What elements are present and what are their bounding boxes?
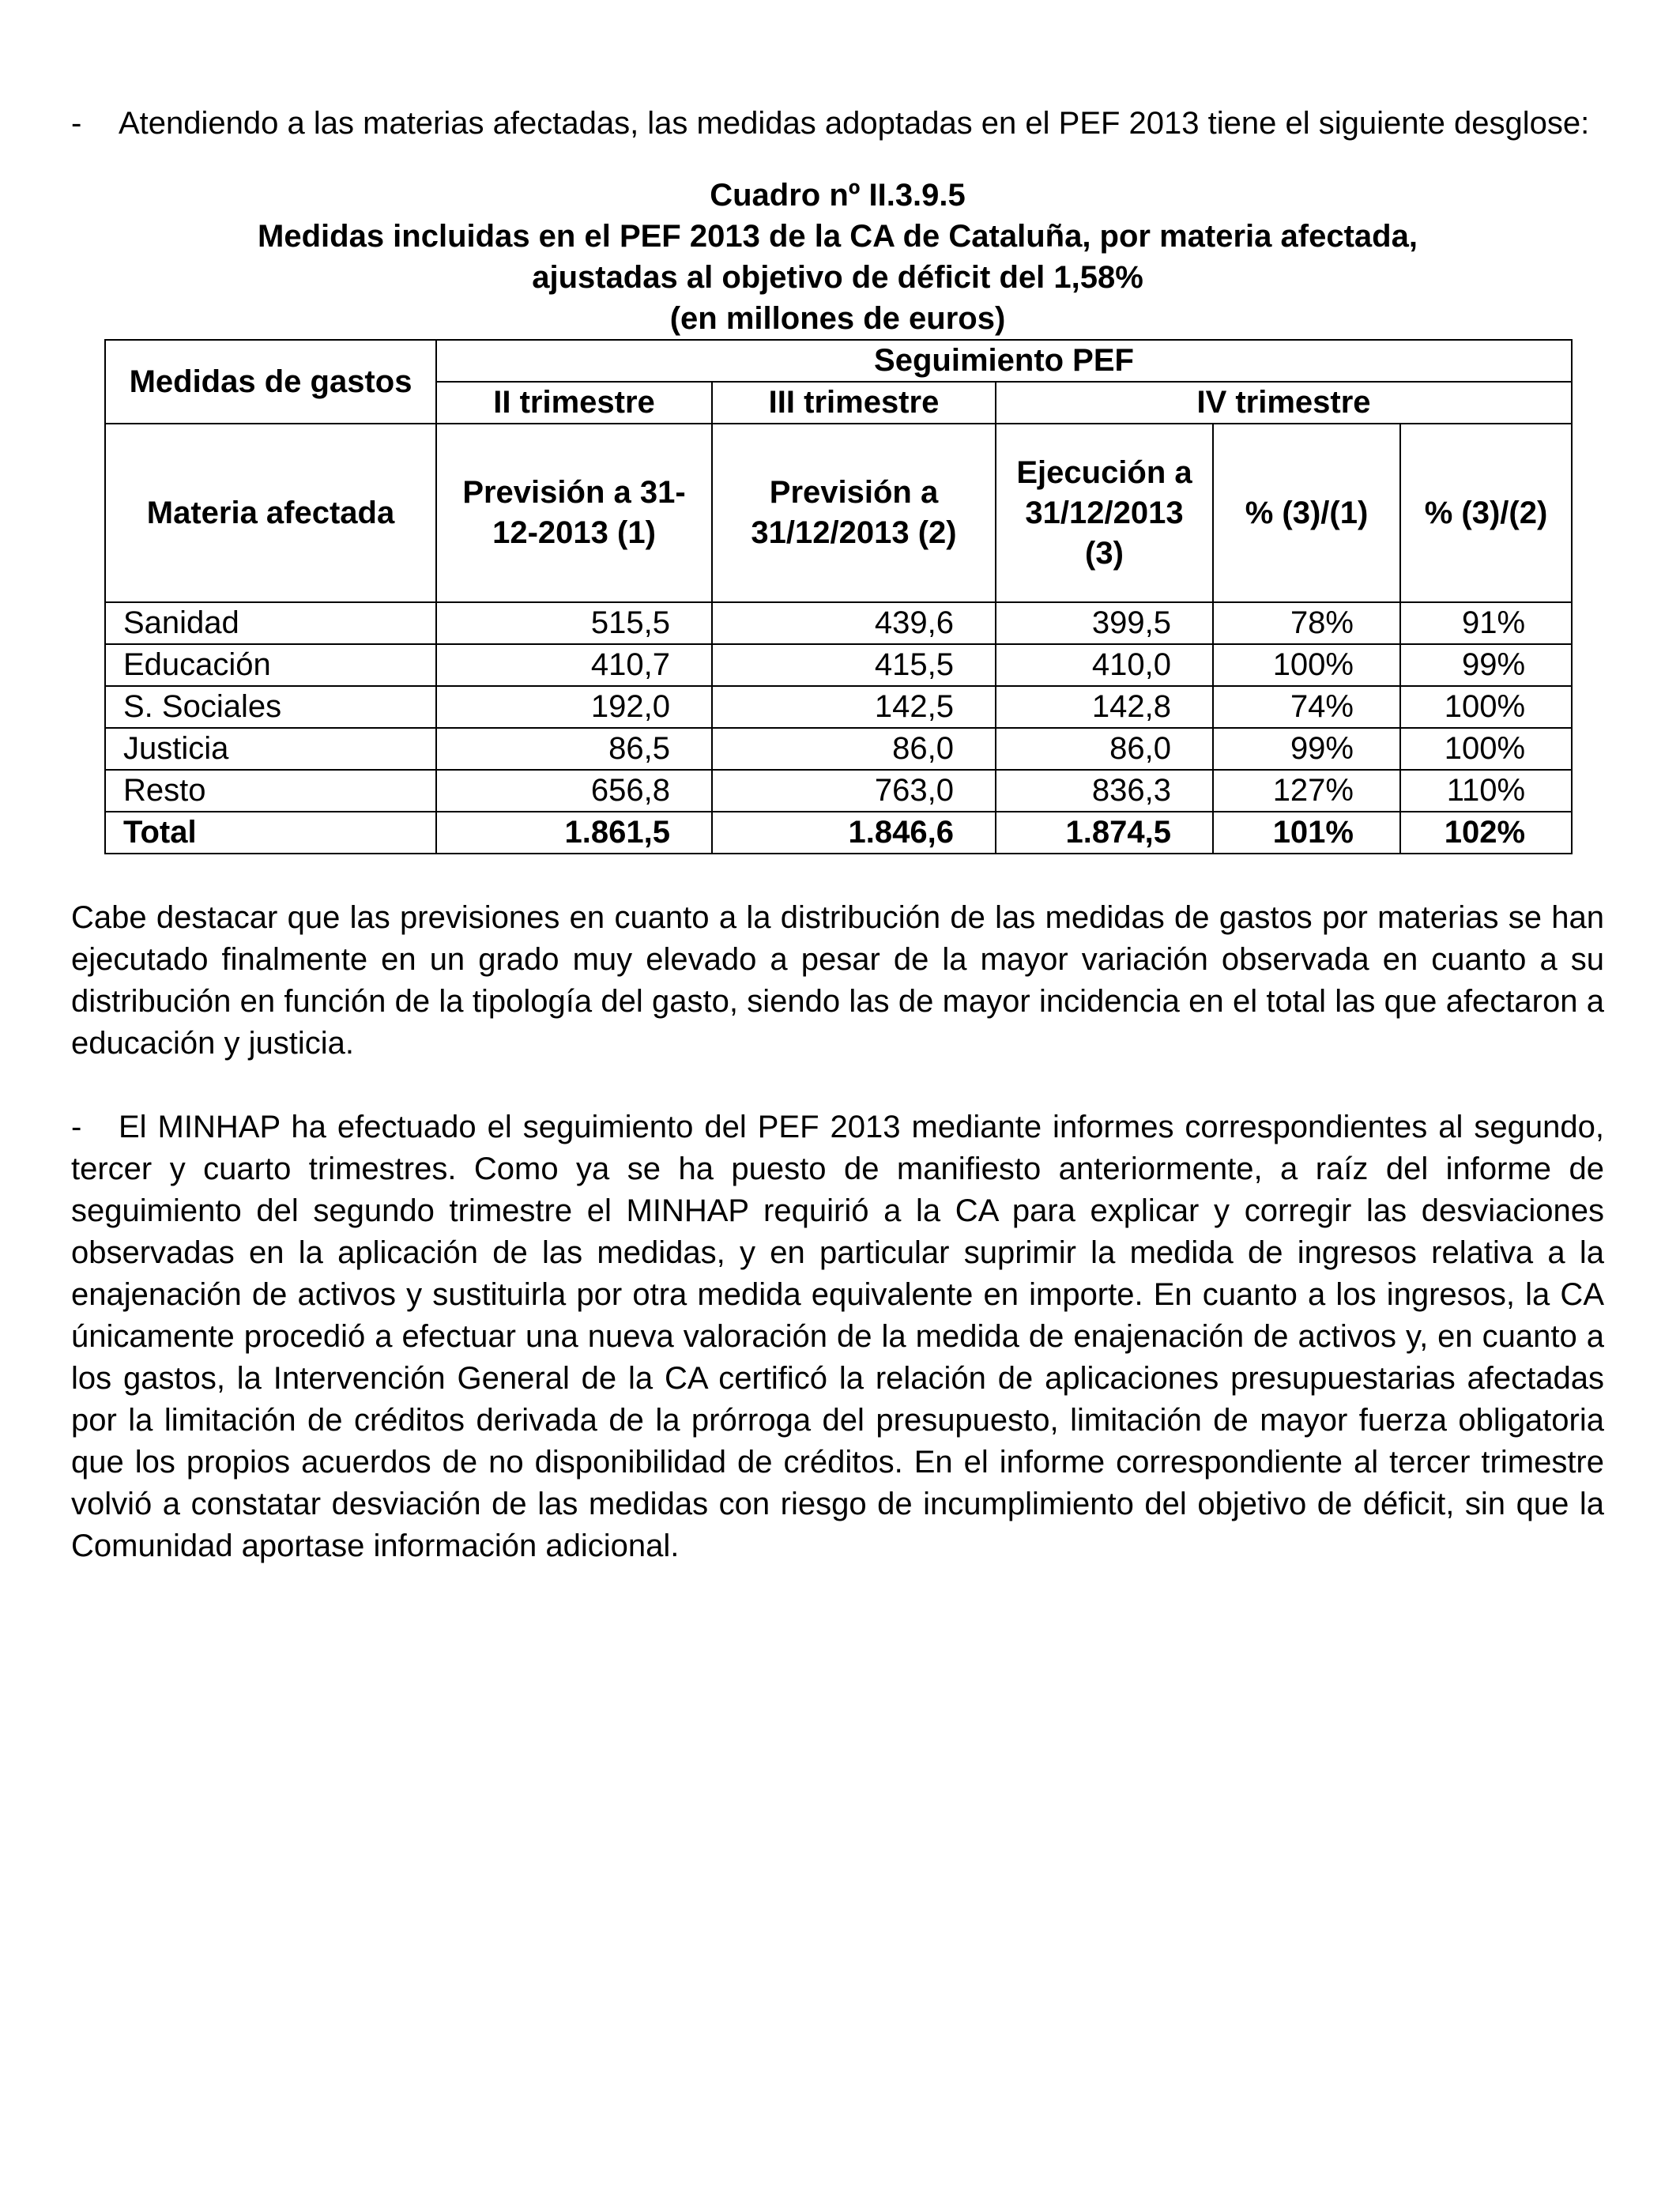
quarter-header-iii: III trimestre [712,382,996,424]
total-label: Total [105,812,436,854]
table-units: (en millones de euros) [669,301,1006,336]
total-ejecucion: 1.874,5 [996,812,1213,854]
intro-text: Atendiendo a las materias afectadas, las medidas adoptadas en el PEF 2013 tiene el siguiente desglose: [119,106,1590,141]
cell-prevision-2: 439,6 [712,602,996,644]
cell-pct-3-2: 91% [1400,602,1572,644]
header-row-1 [105,340,1572,382]
table-row [105,728,1572,770]
column-header-1: Previsión a 31-12-2013 (1) [436,424,712,602]
table-title-line2: ajustadas al objetivo de déficit del 1,58% [532,260,1143,295]
cell-prevision-2: 415,5 [712,644,996,686]
column-header-5: % (3)/(2) [1400,424,1572,602]
row-label: Educación [105,644,436,686]
corner-header: Medidas de gastos [105,340,436,424]
followup-text: El MINHAP ha efectuado el seguimiento del PEF 2013 mediante informes correspondientes al segundo, tercer y cuarto trimestres. Como ya se ha puesto de manifiesto anteriormente, a raíz del informe de seguimiento del segundo trimestre el MINHAP requirió a la CA para explicar y corregir las desviaciones observadas en la aplicación de las medidas, y en particular suprimir la medida de ingresos relativa a la enajenación de activos y sustituirla por otra medida equivalente en importe. En cuanto a los ingresos, la CA únicamente procedió a efectuar una nueva valoración de la medida de enajenación de activos y, en cuanto a los gastos, la Intervención General de la CA certificó la relación de aplicaciones presupuestarias afectadas por la limitación de créditos derivada de la prórroga del presupuesto, limitación de mayor fuerza obligatoria que los propios acuerdos de no disponibilidad de créditos. En el informe correspondiente al tercer trimestre volvió a constatar desviación de las medidas con riesgo de incumplimiento del objetivo de déficit, sin que la Comunidad aportase información adicional. [71,1110,1604,1563]
cell-prevision-1: 86,5 [436,728,712,770]
cell-prevision-2: 86,0 [712,728,996,770]
cell-pct-3-1: 74% [1213,686,1400,728]
header-row-3 [105,424,1572,602]
column-header-3: Ejecución a 31/12/2013 (3) [996,424,1213,602]
row-label: Resto [105,770,436,812]
cell-prevision-2: 142,5 [712,686,996,728]
cell-pct-3-2: 110% [1400,770,1572,812]
table-row [105,686,1572,728]
analysis-paragraph: Cabe destacar que las previsiones en cuanto a la distribución de las medidas de gastos por materias se han ejecutado finalmente en un grado muy elevado a pesar de la mayor variación observada en cuanto a su distribución en función de la tipología del gasto, siendo las de mayor incidencia en el total las que afectaron a educación y justicia. [71,900,1604,1061]
cell-prevision-2: 763,0 [712,770,996,812]
measures-table [104,339,1573,854]
total-pct-3-2: 102% [1400,812,1572,854]
cell-ejecucion: 142,8 [996,686,1213,728]
document-page [71,103,1604,1567]
column-header-2: Previsión a 31/12/2013 (2) [712,424,996,602]
cell-prevision-1: 515,5 [436,602,712,644]
cell-pct-3-1: 78% [1213,602,1400,644]
cell-pct-3-2: 100% [1400,728,1572,770]
total-prevision-1: 1.861,5 [436,812,712,854]
quarter-header-ii: II trimestre [436,382,712,424]
table-number: Cuadro nº II.3.9.5 [710,178,966,213]
cell-ejecucion: 86,0 [996,728,1213,770]
group-header: Seguimiento PEF [436,340,1572,382]
followup-paragraph [71,1106,1604,1567]
row-label: S. Sociales [105,686,436,728]
cell-ejecucion: 410,0 [996,644,1213,686]
paragraph-spacer [71,1065,1604,1106]
cell-pct-3-1: 100% [1213,644,1400,686]
cell-pct-3-2: 99% [1400,644,1572,686]
total-row [105,812,1572,854]
followup-bullet: - [71,1110,82,1144]
cell-pct-3-1: 99% [1213,728,1400,770]
row-header: Materia afectada [105,424,436,602]
cell-pct-3-1: 127% [1213,770,1400,812]
cell-ejecucion: 399,5 [996,602,1213,644]
intro-bullet: - [71,106,82,141]
cell-pct-3-2: 100% [1400,686,1572,728]
column-header-4: % (3)/(1) [1213,424,1400,602]
total-prevision-2: 1.846,6 [712,812,996,854]
cell-ejecucion: 836,3 [996,770,1213,812]
cell-prevision-1: 192,0 [436,686,712,728]
cell-prevision-1: 410,7 [436,644,712,686]
row-label: Justicia [105,728,436,770]
total-pct-3-1: 101% [1213,812,1400,854]
table-row [105,770,1572,812]
table-row [105,644,1572,686]
cell-prevision-1: 656,8 [436,770,712,812]
quarter-header-iv: IV trimestre [996,382,1572,424]
table-caption [71,175,1604,339]
table-title-line1: Medidas incluidas en el PEF 2013 de la CA de Cataluña, por materia afectada, [258,219,1418,254]
row-label: Sanidad [105,602,436,644]
table-row [105,602,1572,644]
intro-paragraph [71,103,1604,145]
